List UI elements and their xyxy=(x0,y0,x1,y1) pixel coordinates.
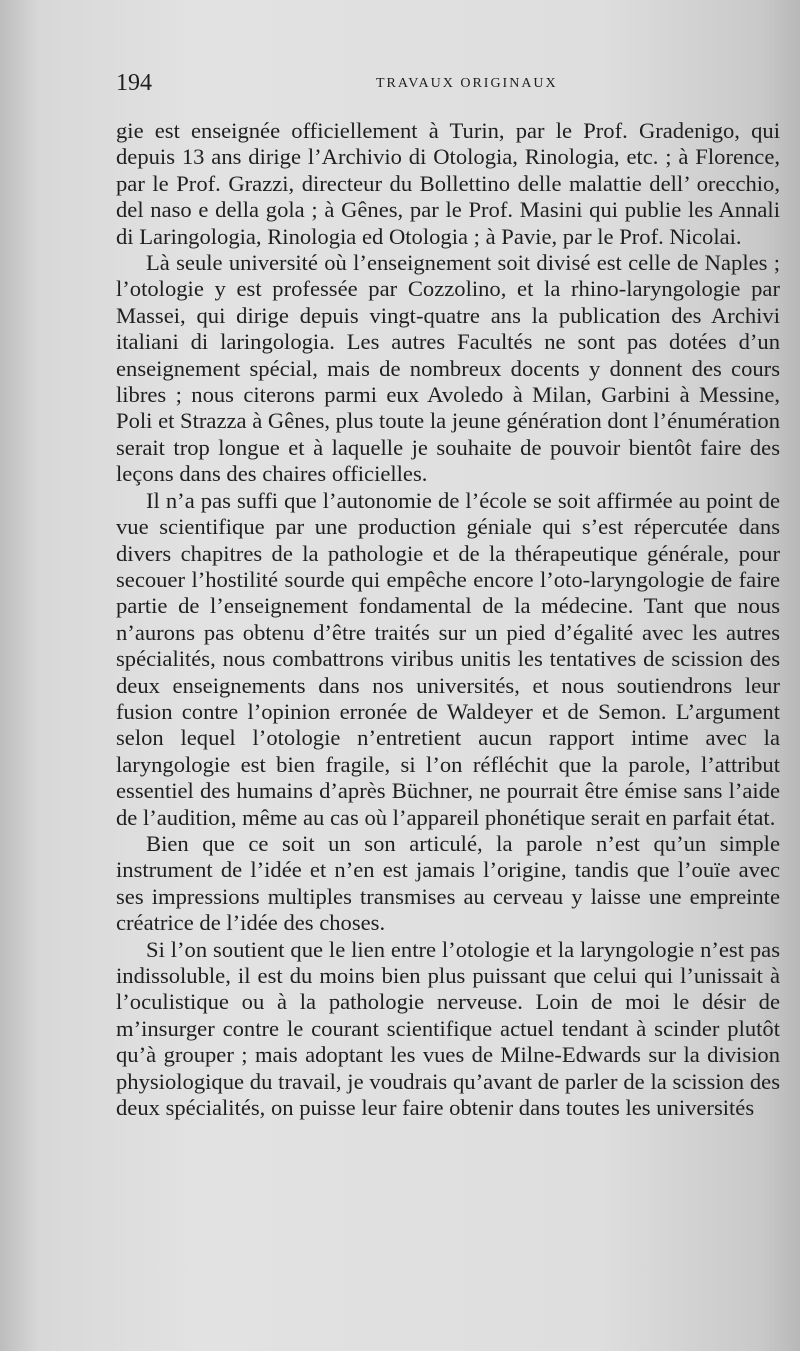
paragraph-1: gie est enseignée officiellement à Turin, par le Prof. Gradenigo, qui depuis 13 ans dirige l’Archivio di Otologia, Rinologia, etc. ; à Florence, par le Prof. Grazzi, directeur du Bollettino delle malattie dell’ orecchio, del naso e della gola ; à Gênes, par le Prof. Masini qui publie les Annali di Laringologia, Rinologia ed Otologia ; à Pavie, par le Prof. Nicolai. xyxy=(116,118,780,249)
paragraph-3: Il n’a pas suffi que l’autonomie de l’école se soit affirmée au point de vue scientifique par une production géniale qui s’est répercutée dans divers chapitres de la pathologie et de la thérapeutique générale, pour secouer l’hostilité sourde qui empêche encore l’oto-laryngologie de faire partie de l’enseignement fondamental de la médecine. Tant que nous n’aurons pas obtenu d’être traités sur un pied d’égalité avec les autres spécialités, nous combattrons viribus unitis les tentatives de scission des deux enseignements dans nos universités, et nous soutiendrons leur fusion contre l’opinion erronée de Waldeyer et de Semon. L’argument selon lequel l’otologie n’entretient aucun rapport intime avec la laryngologie est bien fragile, si l’on réfléchit que la parole, l’attribut essentiel des humains d’après Büchner, ne pourrait être émise sans l’aide de l’audition, même au cas où l’appareil phonétique serait en parfait état. xyxy=(116,487,780,830)
paragraph-4: Bien que ce soit un son articulé, la parole n’est qu’un simple instrument de l’idée et n’en est jamais l’origine, tandis que l’ouïe avec ses impressions multiples transmises au cerveau y laisse une empreinte créatrice de l’idée des choses. xyxy=(116,830,780,936)
page-header xyxy=(116,70,770,100)
page-number: 194 xyxy=(116,70,152,96)
paragraph-2: Là seule université où l’enseignement soit divisé est celle de Naples ; l’otologie y est professée par Cozzolino, et la rhino-laryngologie par Massei, qui dirige depuis vingt-quatre ans la publication des Archivi italiani di laringologia. Les autres Facultés ne sont pas dotées d’un enseignement spécial, mais de nombreux docents y donnent des cours libres ; nous citerons parmi eux Avoledo à Milan, Garbini à Messine, Poli et Strazza à Gênes, plus toute la jeune génération dont l’énumération serait trop longue et à laquelle je souhaite de pouvoir bientôt faire des leçons dans des chaires officielles. xyxy=(116,250,780,487)
paragraph-5: Si l’on soutient que le lien entre l’otologie et la laryngologie n’est pas indissoluble, il est du moins bien plus puissant que celui qui l’unissait à l’oculistique ou à la pathologie nerveuse. Loin de moi le désir de m’insurger contre le courant scientifique actuel tendant à scinder plutôt qu’à grouper ; mais adoptant les vues de Milne-Edwards sur la division physiologique du travail, je voudrais qu’avant de parler de la scission des deux spécialités, on puisse leur faire obtenir dans toutes les universités xyxy=(116,936,780,1121)
body-text xyxy=(116,118,780,1121)
running-head: TRAVAUX ORIGINAUX xyxy=(376,76,558,91)
